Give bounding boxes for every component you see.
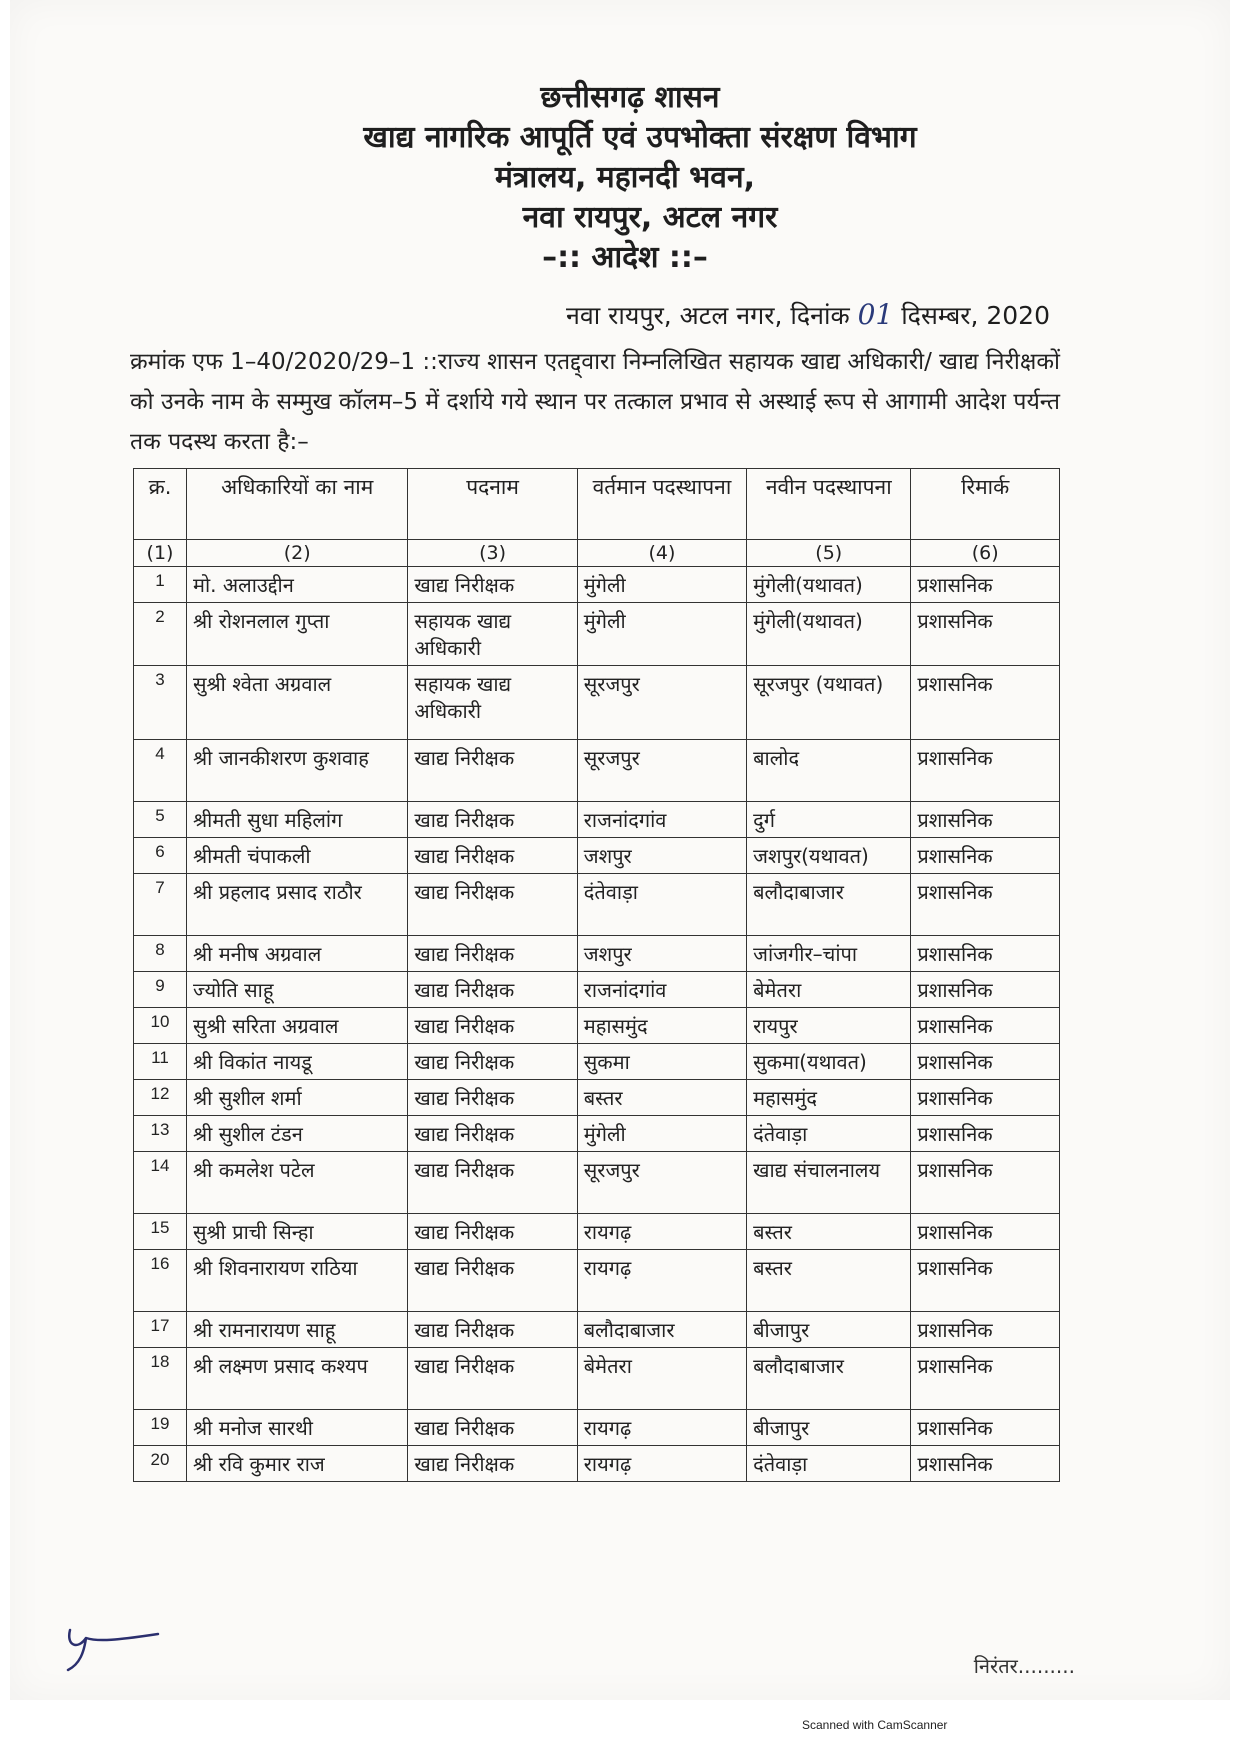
serial-cell: 9 [134,972,187,1008]
new-posting-cell: रायपुर [747,1008,911,1044]
table-header-row [134,469,1060,540]
officer-name-cell: श्री शिवनारायण राठिया [187,1250,408,1312]
table-row [134,567,1060,603]
current-posting-cell: रायगढ़ [577,1446,746,1482]
current-posting-cell: बलौदाबाजार [577,1312,746,1348]
current-posting-cell: जशपुर [577,838,746,874]
current-posting-cell: रायगढ़ [577,1250,746,1312]
designation-cell: खाद्य निरीक्षक [408,1348,577,1410]
serial-cell: 16 [134,1250,187,1312]
remark-cell: प्रशासनिक [911,1348,1060,1410]
table-row [134,1348,1060,1410]
designation-cell: खाद्य निरीक्षक [408,1044,577,1080]
city-name: नवा रायपुर, अटल नगर [522,200,778,235]
officer-name-cell: श्री प्रहलाद प्रसाद राठौर [187,874,408,936]
serial-cell: 18 [134,1348,187,1410]
table-row [134,603,1060,666]
new-posting-cell: जांजगीर–चांपा [747,936,911,972]
government-name: छत्तीसगढ़ शासन [540,80,720,115]
department-name: खाद्य नागरिक आपूर्ति एवं उपभोक्ता संरक्षण विभाग [363,120,917,155]
column-number: (1) [134,540,187,567]
column-number: (2) [187,540,408,567]
current-posting-cell: मुंगेली [577,603,746,666]
remark-cell: प्रशासनिक [911,936,1060,972]
new-posting-cell: सूरजपुर (यथावत) [747,666,911,740]
order-heading: –:: आदेश ::– [542,240,708,275]
new-posting-cell: बस्तर [747,1214,911,1250]
serial-cell: 6 [134,838,187,874]
current-posting-cell: राजनांदगांव [577,972,746,1008]
designation-cell: खाद्य निरीक्षक [408,1312,577,1348]
officer-name-cell: श्री कमलेश पटेल [187,1152,408,1214]
signature-mark [58,1612,168,1672]
current-posting-cell: महासमुंद [577,1008,746,1044]
table-row [134,666,1060,740]
header-officer-name: अधिकारियों का नाम [187,469,408,540]
serial-cell: 4 [134,740,187,802]
current-posting-cell: सुकमा [577,1044,746,1080]
officer-name-cell: श्री रामनारायण साहू [187,1312,408,1348]
new-posting-cell: जशपुर(यथावत) [747,838,911,874]
date-day-handwritten: 01 [857,298,894,331]
designation-cell: खाद्य निरीक्षक [408,740,577,802]
officer-name-cell: सुश्री प्राची सिन्हा [187,1214,408,1250]
serial-cell: 20 [134,1446,187,1482]
table-row [134,972,1060,1008]
new-posting-cell: बीजापुर [747,1410,911,1446]
order-body-text: क्रमांक एफ 1–40/2020/29–1 ::राज्य शासन एतद्द्वारा निम्नलिखित सहायक खाद्य अधिकारी/ खाद्य निरीक्षकों को उनके नाम के सम्मुख कॉलम–5 में दर्शाये गये स्थान पर तत्काल प्रभाव से अस्थाई रूप से आगामी आदेश पर्यन्त तक पदस्थ करता है:– [130,349,1060,455]
column-number: (6) [911,540,1060,567]
remark-cell: प्रशासनिक [911,802,1060,838]
officer-name-cell: श्री लक्ष्मण प्रसाद कश्यप [187,1348,408,1410]
remark-cell: प्रशासनिक [911,838,1060,874]
officer-name-cell: श्री सुशील टंडन [187,1116,408,1152]
table-row [134,1410,1060,1446]
current-posting-cell: दंतेवाड़ा [577,874,746,936]
header-designation: पदनाम [408,469,577,540]
new-posting-cell: बालोद [747,740,911,802]
officer-name-cell: मो. अलाउद्दीन [187,567,408,603]
table-row [134,1116,1060,1152]
remark-cell: प्रशासनिक [911,1080,1060,1116]
order-date [566,298,1050,332]
serial-cell: 3 [134,666,187,740]
header-current-posting: वर्तमान पदस्थापना [577,469,746,540]
column-number: (3) [408,540,577,567]
officer-name-cell: श्री जानकीशरण कुशवाह [187,740,408,802]
letterhead [0,78,1240,278]
serial-cell: 19 [134,1410,187,1446]
table-row [134,1250,1060,1312]
current-posting-cell: सूरजपुर [577,1152,746,1214]
designation-cell: खाद्य निरीक्षक [408,838,577,874]
column-number: (5) [747,540,911,567]
remark-cell: प्रशासनिक [911,972,1060,1008]
serial-cell: 12 [134,1080,187,1116]
designation-cell: सहायक खाद्य अधिकारी [408,603,577,666]
current-posting-cell: मुंगेली [577,567,746,603]
remark-cell: प्रशासनिक [911,567,1060,603]
date-prefix: नवा रायपुर, अटल नगर, दिनांक [565,301,858,330]
new-posting-cell: बेमेतरा [747,972,911,1008]
new-posting-cell: दुर्ग [747,802,911,838]
designation-cell: खाद्य निरीक्षक [408,1214,577,1250]
serial-cell: 2 [134,603,187,666]
office-address: मंत्रालय, महानदी भवन, [494,160,756,195]
designation-cell: खाद्य निरीक्षक [408,972,577,1008]
remark-cell: प्रशासनिक [911,1312,1060,1348]
table-row [134,838,1060,874]
table-row [134,802,1060,838]
new-posting-cell: दंतेवाड़ा [747,1116,911,1152]
designation-cell: सहायक खाद्य अधिकारी [408,666,577,740]
header-serial: क्र. [134,469,187,540]
new-posting-cell: बस्तर [747,1250,911,1312]
table-row [134,1080,1060,1116]
remark-cell: प्रशासनिक [911,1116,1060,1152]
date-suffix: दिसम्बर, 2020 [893,301,1050,330]
designation-cell: खाद्य निरीक्षक [408,874,577,936]
remark-cell: प्रशासनिक [911,1008,1060,1044]
serial-cell: 7 [134,874,187,936]
designation-cell: खाद्य निरीक्षक [408,1008,577,1044]
remark-cell: प्रशासनिक [911,603,1060,666]
table-row [134,1446,1060,1482]
designation-cell: खाद्य निरीक्षक [408,567,577,603]
column-number: (4) [577,540,746,567]
current-posting-cell: मुंगेली [577,1116,746,1152]
serial-cell: 14 [134,1152,187,1214]
table-row [134,1044,1060,1080]
designation-cell: खाद्य निरीक्षक [408,1080,577,1116]
serial-cell: 5 [134,802,187,838]
new-posting-cell: सुकमा(यथावत) [747,1044,911,1080]
officer-name-cell: श्री मनोज सारथी [187,1410,408,1446]
remark-cell: प्रशासनिक [911,1446,1060,1482]
serial-cell: 11 [134,1044,187,1080]
table-row [134,1152,1060,1214]
current-posting-cell: राजनांदगांव [577,802,746,838]
serial-cell: 15 [134,1214,187,1250]
officer-name-cell: श्री मनीष अग्रवाल [187,936,408,972]
designation-cell: खाद्य निरीक्षक [408,1250,577,1312]
table-row [134,936,1060,972]
current-posting-cell: रायगढ़ [577,1214,746,1250]
serial-cell: 1 [134,567,187,603]
serial-cell: 17 [134,1312,187,1348]
new-posting-cell: मुंगेली(यथावत) [747,603,911,666]
scanner-footer: Scanned with CamScanner [802,1718,948,1732]
remark-cell: प्रशासनिक [911,1044,1060,1080]
current-posting-cell: रायगढ़ [577,1410,746,1446]
officer-name-cell: श्रीमती चंपाकली [187,838,408,874]
current-posting-cell: जशपुर [577,936,746,972]
new-posting-cell: खाद्य संचालनालय [747,1152,911,1214]
continued-note: निरंतर......... [973,1654,1075,1678]
remark-cell: प्रशासनिक [911,874,1060,936]
remark-cell: प्रशासनिक [911,1214,1060,1250]
new-posting-cell: महासमुंद [747,1080,911,1116]
remark-cell: प्रशासनिक [911,1410,1060,1446]
header-new-posting: नवीन पदस्थापना [747,469,911,540]
designation-cell: खाद्य निरीक्षक [408,1446,577,1482]
officer-name-cell: श्री रवि कुमार राज [187,1446,408,1482]
designation-cell: खाद्य निरीक्षक [408,802,577,838]
officer-name-cell: श्री सुशील शर्मा [187,1080,408,1116]
serial-cell: 8 [134,936,187,972]
officer-name-cell: सुश्री सरिता अग्रवाल [187,1008,408,1044]
column-number-row [134,540,1060,567]
current-posting-cell: सूरजपुर [577,740,746,802]
current-posting-cell: सूरजपुर [577,666,746,740]
officer-name-cell: श्री रोशनलाल गुप्ता [187,603,408,666]
officer-name-cell: श्रीमती सुधा महिलांग [187,802,408,838]
designation-cell: खाद्य निरीक्षक [408,1152,577,1214]
posting-table [133,468,1060,1482]
current-posting-cell: बस्तर [577,1080,746,1116]
new-posting-cell: दंतेवाड़ा [747,1446,911,1482]
remark-cell: प्रशासनिक [911,1250,1060,1312]
remark-cell: प्रशासनिक [911,666,1060,740]
officer-name-cell: श्री विकांत नायडू [187,1044,408,1080]
officer-name-cell: ज्योति साहू [187,972,408,1008]
table-row [134,1008,1060,1044]
new-posting-cell: बलौदाबाजार [747,1348,911,1410]
remark-cell: प्रशासनिक [911,1152,1060,1214]
table-row [134,874,1060,936]
designation-cell: खाद्य निरीक्षक [408,936,577,972]
officer-name-cell: सुश्री श्वेता अग्रवाल [187,666,408,740]
current-posting-cell: बेमेतरा [577,1348,746,1410]
new-posting-cell: मुंगेली(यथावत) [747,567,911,603]
new-posting-cell: बलौदाबाजार [747,874,911,936]
designation-cell: खाद्य निरीक्षक [408,1116,577,1152]
serial-cell: 13 [134,1116,187,1152]
table-row [134,740,1060,802]
header-remark: रिमार्क [911,469,1060,540]
remark-cell: प्रशासनिक [911,740,1060,802]
table-row [134,1214,1060,1250]
new-posting-cell: बीजापुर [747,1312,911,1348]
table-row [134,1312,1060,1348]
designation-cell: खाद्य निरीक्षक [408,1410,577,1446]
serial-cell: 10 [134,1008,187,1044]
